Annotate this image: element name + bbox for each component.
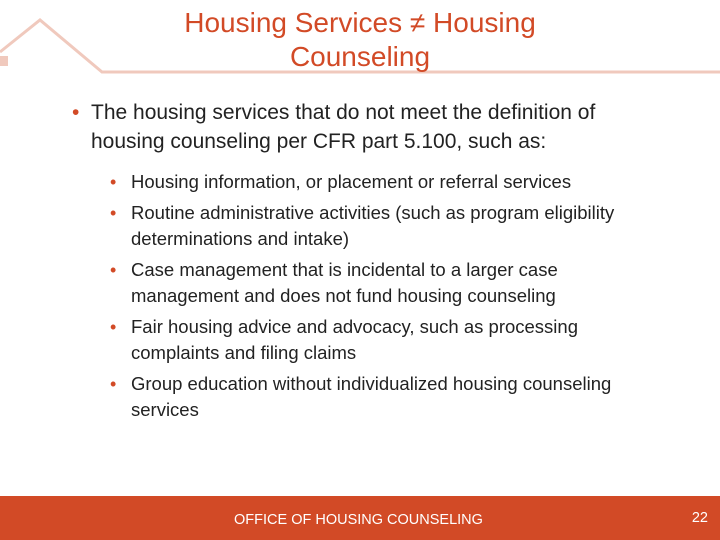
bullet-symbol: • — [110, 203, 117, 223]
bullet-symbol: • — [110, 317, 117, 337]
sub-bullet-item — [110, 257, 670, 309]
sub-bullet-text: Routine administrative activities (such as program eligibility determinations and intake) — [131, 202, 615, 249]
bullet-symbol: • — [110, 260, 117, 280]
footer-bar — [0, 496, 720, 540]
sub-bullet-item — [110, 200, 670, 252]
slide-title: Housing Services ≠ Housing Counseling — [184, 7, 536, 72]
sub-bullet-text: Group education without individualized housing counseling services — [131, 373, 612, 420]
main-bullet — [72, 98, 672, 156]
slide-content — [72, 98, 672, 428]
page-number: 22 — [691, 510, 708, 526]
sub-bullet-item — [110, 169, 670, 195]
sub-bullet-text: Fair housing advice and advocacy, such as processing complaints and filing claims — [131, 316, 578, 363]
sub-bullet-item — [110, 371, 670, 423]
sub-bullet-text: Case management that is incidental to a larger case management and does not fund housing counseling — [131, 259, 558, 306]
sub-bullet-item — [110, 314, 670, 366]
sub-bullet-list — [110, 169, 670, 423]
sub-bullet-text: Housing information, or placement or referral services — [131, 171, 572, 192]
bullet-symbol: • — [110, 374, 117, 394]
footer-office-label: OFFICE OF HOUSING COUNSELING — [234, 512, 483, 528]
main-bullet-text: The housing services that do not meet the definition of housing counseling per CFR part 5.100, such as: — [91, 101, 596, 153]
bullet-symbol: • — [110, 172, 117, 192]
bullet-symbol: • — [72, 101, 80, 124]
